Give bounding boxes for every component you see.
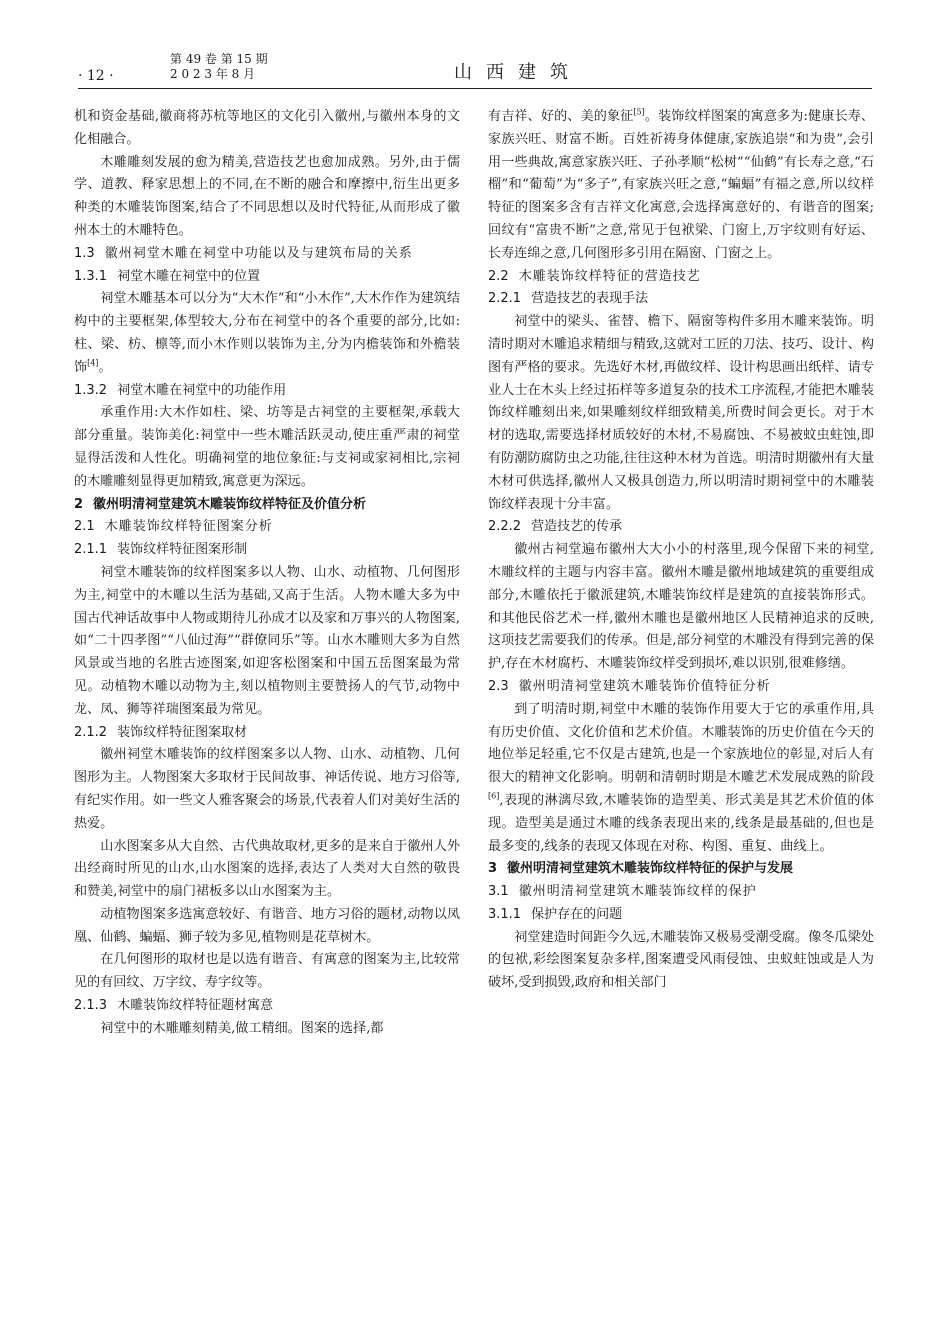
- section-heading: [488, 676, 874, 699]
- journal-title: 山西建筑: [454, 62, 582, 83]
- paragraph-text: 在几何图形的取材也是以选有谐音、有寓意的图案为主,比较常见的有回纹、万字纹、寿字纹等。: [74, 952, 460, 991]
- section-number: 2.1: [74, 519, 95, 535]
- section-title: 保护存在的问题: [531, 906, 623, 922]
- paragraph-text: 到了明清时期,祠堂中木雕的装饰作用要大于它的承重作用,具有历史价值、文化价值和艺术价值。木雕装饰的历史价值在今天的地位举足轻重,它不仅是古建筑,也是一个家族地位的彰显,对后人有很大的精神文化影响。明朝和清朝时期是木雕艺术发展成熟的阶段: [488, 701, 874, 786]
- section-title: 装饰纹样特征图案形制: [117, 542, 248, 558]
- section-title: 祠堂木雕在祠堂中的位置: [117, 268, 261, 284]
- paragraph: [74, 1018, 460, 1041]
- section-number: 3: [488, 861, 498, 877]
- paragraph-text: 徽州祠堂木雕装饰的纹样图案多以人物、山水、动植物、几何图形为主。人物图案大多取材于民间故事、神话传说、地方习俗等,有纪实作用。如一些文人雅客聚会的场景,代表着人们对美好生活的热爱。: [74, 747, 460, 831]
- section-heading: [74, 995, 460, 1018]
- section-number: 2.1.2: [74, 724, 108, 740]
- section-heading: [74, 722, 460, 745]
- citation-ref: [4]: [87, 358, 99, 368]
- paragraph: [74, 836, 460, 904]
- page-number: · 12 ·: [78, 68, 114, 84]
- left-column: [74, 106, 460, 1041]
- section-heading: [74, 516, 460, 539]
- paragraph-text-tail: ,表现的淋漓尽致,木雕装饰的造型美、形式美是其艺术价值的体现。造型美是通过木雕的线条表现出来的,线条是最基础的,但也是最多变的,线条的表现又体现在对称、构图、重复、曲线上。: [488, 792, 874, 854]
- section-heading: [488, 904, 874, 927]
- paragraph: [74, 106, 460, 152]
- section-title: 徽州明清祠堂建筑木雕装饰纹样的保护: [518, 884, 757, 900]
- section-title: 木雕装饰纹样特征的营造技艺: [518, 268, 701, 284]
- paragraph: [74, 152, 460, 243]
- section-title: 徽州明清祠堂建筑木雕装饰纹样特征的保护与发展: [507, 861, 794, 877]
- paragraph-text: 祠堂建造时间距今久远,木雕装饰又极易受潮受腐。像冬瓜梁处的包袱,彩绘图案复杂多样,图案遭受风雨侵蚀、虫蚁蛀蚀或是人为破坏,受到损毁,政府和相关部门: [488, 929, 874, 991]
- section-heading: [74, 266, 460, 289]
- section-heading: [488, 516, 874, 539]
- section-number: 1.3.2: [74, 382, 108, 398]
- section-number: 2.2: [488, 268, 509, 284]
- section-heading: [488, 288, 874, 311]
- paragraph-text-tail: 。装饰纹样图案的寓意多为:健康长寿、家族兴旺、财富不断。百姓祈祷身体健康,家族追崇“和为贵”,会引用一些典故,寓意家族兴旺、子孙孝顺“松树”“仙鹤”有长寿之意,“石榴”和“葡萄”为“多子”,有家族兴旺之意,“蝙蝠”有福之意,所以纹样特征的图案多含有吉祥文化寓意,会选择寓意好的、有谐音的图案;回纹有“富贵不断”之意,常见于包袱梁、门窗上,万字纹则有好运、长寿连绵之意,几何图形多引用在隔窗、门窗之上。: [488, 109, 874, 261]
- issue-info: [170, 52, 268, 82]
- section-heading: [74, 494, 460, 517]
- section-heading: [74, 243, 460, 266]
- section-number: 2.2.2: [488, 519, 522, 535]
- paragraph-text: 山水图案多从大自然、古代典故取材,更多的是来自于徽州人外出经商时所见的山水,山水图案的选择,表达了人类对大自然的敬畏和赞美,祠堂中的扇门裙板多以山水图案为主。: [74, 838, 460, 900]
- section-title: 营造技艺的表现手法: [531, 291, 649, 307]
- paragraph: [488, 539, 874, 676]
- paragraph: [74, 904, 460, 950]
- paragraph: [488, 106, 874, 266]
- paragraph: [488, 311, 874, 516]
- paragraph: [74, 288, 460, 379]
- section-title: 徽州明清祠堂建筑木雕装饰纹样特征及价值分析: [93, 496, 367, 512]
- section-number: 2.3: [488, 678, 509, 694]
- section-heading: [488, 881, 874, 904]
- section-title: 装饰纹样特征图案取材: [117, 724, 248, 740]
- section-number: 1.3.1: [74, 268, 108, 284]
- citation-ref: [6]: [488, 791, 500, 801]
- section-number: 3.1: [488, 884, 509, 900]
- paragraph: [74, 744, 460, 835]
- section-title: 祠堂木雕在祠堂中的功能作用: [117, 382, 287, 398]
- section-number: 1.3: [74, 245, 95, 261]
- section-title: 营造技艺的传承: [531, 519, 623, 535]
- paragraph: [488, 927, 874, 995]
- paragraph-text: 有吉祥、好的、美的象征: [488, 109, 634, 124]
- paragraph: [74, 402, 460, 493]
- issue-volume: 第 49 卷 第 15 期: [170, 52, 268, 66]
- section-number: 3.1.1: [488, 906, 522, 922]
- paragraph-text: 承重作用:大木作如柱、梁、坊等是古祠堂的主要框架,承载大部分重量。装饰美化:祠堂中一些木雕活跃灵动,使庄重严肃的祠堂显得活泼和人性化。明确祠堂的地位象征:与支祠或家祠相比,宗祠的木雕雕刻显得更加精致,寓意更为深远。: [74, 405, 460, 489]
- section-number: 2.2.1: [488, 291, 522, 307]
- section-title: 木雕装饰纹样特征图案分析: [104, 519, 273, 535]
- section-heading: [488, 858, 874, 881]
- section-number: 2.1.1: [74, 542, 108, 558]
- section-title: 木雕装饰纹样特征题材寓意: [117, 998, 274, 1014]
- paragraph-text-tail: 。: [98, 359, 112, 375]
- paragraph-text: 祠堂中的梁头、雀替、檐下、隔窗等构件多用木雕来装饰。明清时期对木雕追求精细与精致,这就对工匠的刀法、技巧、设计、构图有严格的要求。先选好木材,再做纹样、设计构思画出纸样、请专业人士在木头上经过拓样等多道复杂的技术工序流程,才能把木雕装饰纹样雕刻出来,如果雕刻纹样细致精美,所费时间会更长。对于木材的选取,需要选择材质较好的木材,不易腐蚀、不易被蚊虫蛀蚀,即有防潮防腐防虫之功能,往往这种木材为首选。明清时期徽州有大量木材可供选择,徽州人又极具创造力,所以明清时期祠堂中的木雕装饰纹样表现十分丰富。: [488, 314, 874, 512]
- section-heading: [74, 380, 460, 403]
- paragraph-text: 徽州古祠堂遍布徽州大大小小的村落里,现今保留下来的祠堂,木雕纹样的主题与内容丰富。徽州木雕是徽州地域建筑的重要组成部分,木雕依托于徽派建筑,木雕装饰纹样是建筑的直接装饰形式。和其他民俗艺术一样,徽州木雕也是徽州地区人民精神追求的反映,这项技艺需要我们的传承。但是,部分祠堂的木雕没有得到完善的保护,存在木材腐朽、木雕装饰纹样受到损坏,难以识别,很难修缮。: [488, 542, 874, 672]
- section-heading: [74, 539, 460, 562]
- paragraph-text: 机和资金基础,徽商将苏杭等地区的文化引入徽州,与徽州本身的文化相融合。: [74, 109, 460, 147]
- paragraph-text: 木雕雕刻发展的愈为精美,营造技艺也愈加成熟。另外,由于儒学、道教、释家思想上的不同,在不断的融合和摩擦中,衍生出更多种类的木雕装饰图案,结合了不同思想以及时代特征,从而形成了徽州本土的木雕特色。: [74, 154, 460, 238]
- citation-ref: [5]: [633, 107, 645, 117]
- paragraph-text: 祠堂木雕装饰的纹样图案多以人物、山水、动植物、几何图形为主,祠堂中的木雕以生活为基础,又高于生活。人物木雕大多为中国古代神话故事中人物或期待儿孙成才以及家和万事兴的人物图案,如“二十四孝图”“八仙过海”“群僚同乐”等。山水木雕则大多为自然风景或当地的名胜古迹图案,如迎客松图案和中国五岳图案最为常见。动植物木雕以动物为主,刻以植物则主要赞扬人的气节,动物中龙、凤、狮等祥瑞图案最为常见。: [74, 564, 460, 717]
- paragraph-text: 祠堂中的木雕雕刻精美,做工精细。图案的选择,都: [100, 1020, 384, 1036]
- section-heading: [488, 266, 874, 289]
- paragraph: [74, 949, 460, 995]
- paragraph-text: 动植物图案多选寓意较好、有谐音、地方习俗的题材,动物以凤凰、仙鹤、蝙蝠、狮子较为多见,植物则是花草树木。: [74, 906, 460, 945]
- issue-date: 2 0 2 3 年 8 月: [170, 67, 256, 81]
- section-title: 徽州明清祠堂建筑木雕装饰价值特征分析: [518, 678, 771, 694]
- paragraph-text: 祠堂木雕基本可以分为“大木作”和“小木作”,大木作作为建筑结构中的主要框架,体型较大,分布在祠堂中的各个重要的部分,比如:柱、梁、枋、檩等,而小木作则以装饰为主,分为内檐装饰和外檐装饰: [74, 291, 460, 375]
- paragraph: [488, 699, 874, 859]
- section-number: 2.1.3: [74, 998, 108, 1014]
- section-number: 2: [74, 496, 84, 512]
- paragraph: [74, 562, 460, 722]
- page-header: [78, 52, 872, 89]
- right-column: [488, 106, 874, 995]
- section-title: 徽州祠堂木雕在祠堂中功能以及与建筑布局的关系: [104, 245, 413, 261]
